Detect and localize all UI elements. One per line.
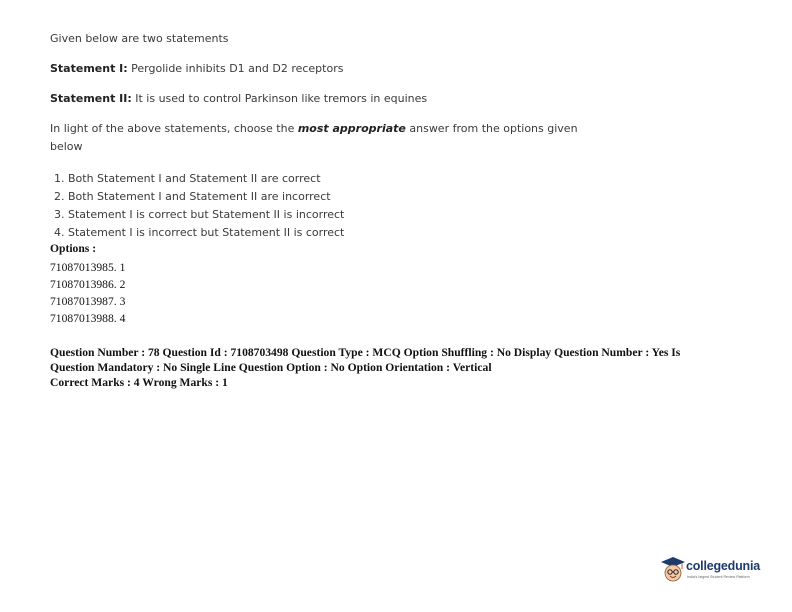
options-heading: Options : bbox=[50, 242, 97, 255]
choice-item: 2. Both Statement I and Statement II are incorrect bbox=[54, 190, 331, 203]
instruction-before: In light of the above statements, choose the bbox=[50, 122, 298, 135]
logo-tagline: India's largest Student Review Platform bbox=[687, 575, 750, 579]
option-code: 71087013988. 4 bbox=[50, 312, 126, 325]
graduate-mascot-icon bbox=[660, 556, 686, 586]
statement-2-label: Statement II: bbox=[50, 92, 132, 105]
choice-item: 1. Both Statement I and Statement II are correct bbox=[54, 172, 321, 185]
instruction-emphasis: most appropriate bbox=[297, 122, 406, 135]
statement-1-label: Statement I: bbox=[50, 62, 128, 75]
statement-2 bbox=[50, 92, 427, 105]
collegedunia-logo bbox=[660, 554, 770, 588]
option-code-list bbox=[50, 259, 125, 327]
choice-item: 3. Statement I is correct but Statement II is incorrect bbox=[54, 208, 345, 221]
instruction-after: answer from the options given bbox=[405, 122, 578, 135]
choice-item: 4. Statement I is incorrect but Statement II is correct bbox=[54, 226, 345, 239]
metadata-line: Correct Marks : 4 Wrong Marks : 1 bbox=[50, 376, 228, 389]
statement-1-text: Pergolide inhibits D1 and D2 receptors bbox=[127, 62, 344, 75]
option-code: 71087013985. 1 bbox=[50, 261, 126, 274]
intro-text: Given below are two statements bbox=[50, 32, 229, 45]
question-metadata bbox=[50, 345, 750, 390]
statement-2-text: It is used to control Parkinson like tremors in equines bbox=[131, 92, 428, 105]
instruction-line-2: below bbox=[50, 140, 83, 153]
option-code: 71087013986. 2 bbox=[50, 278, 126, 291]
metadata-line: Question Number : 78 Question Id : 7108703498 Question Type : MCQ Option Shuffling : No Display Question Number : Yes Is bbox=[50, 346, 681, 359]
option-code: 71087013987. 3 bbox=[50, 295, 126, 308]
instruction-line-1 bbox=[50, 122, 578, 135]
logo-wordmark: collegedunia bbox=[686, 559, 761, 573]
statement-1 bbox=[50, 62, 343, 75]
choice-list bbox=[54, 170, 344, 242]
metadata-line: Question Mandatory : No Single Line Question Option : No Option Orientation : Vertical bbox=[50, 361, 492, 374]
